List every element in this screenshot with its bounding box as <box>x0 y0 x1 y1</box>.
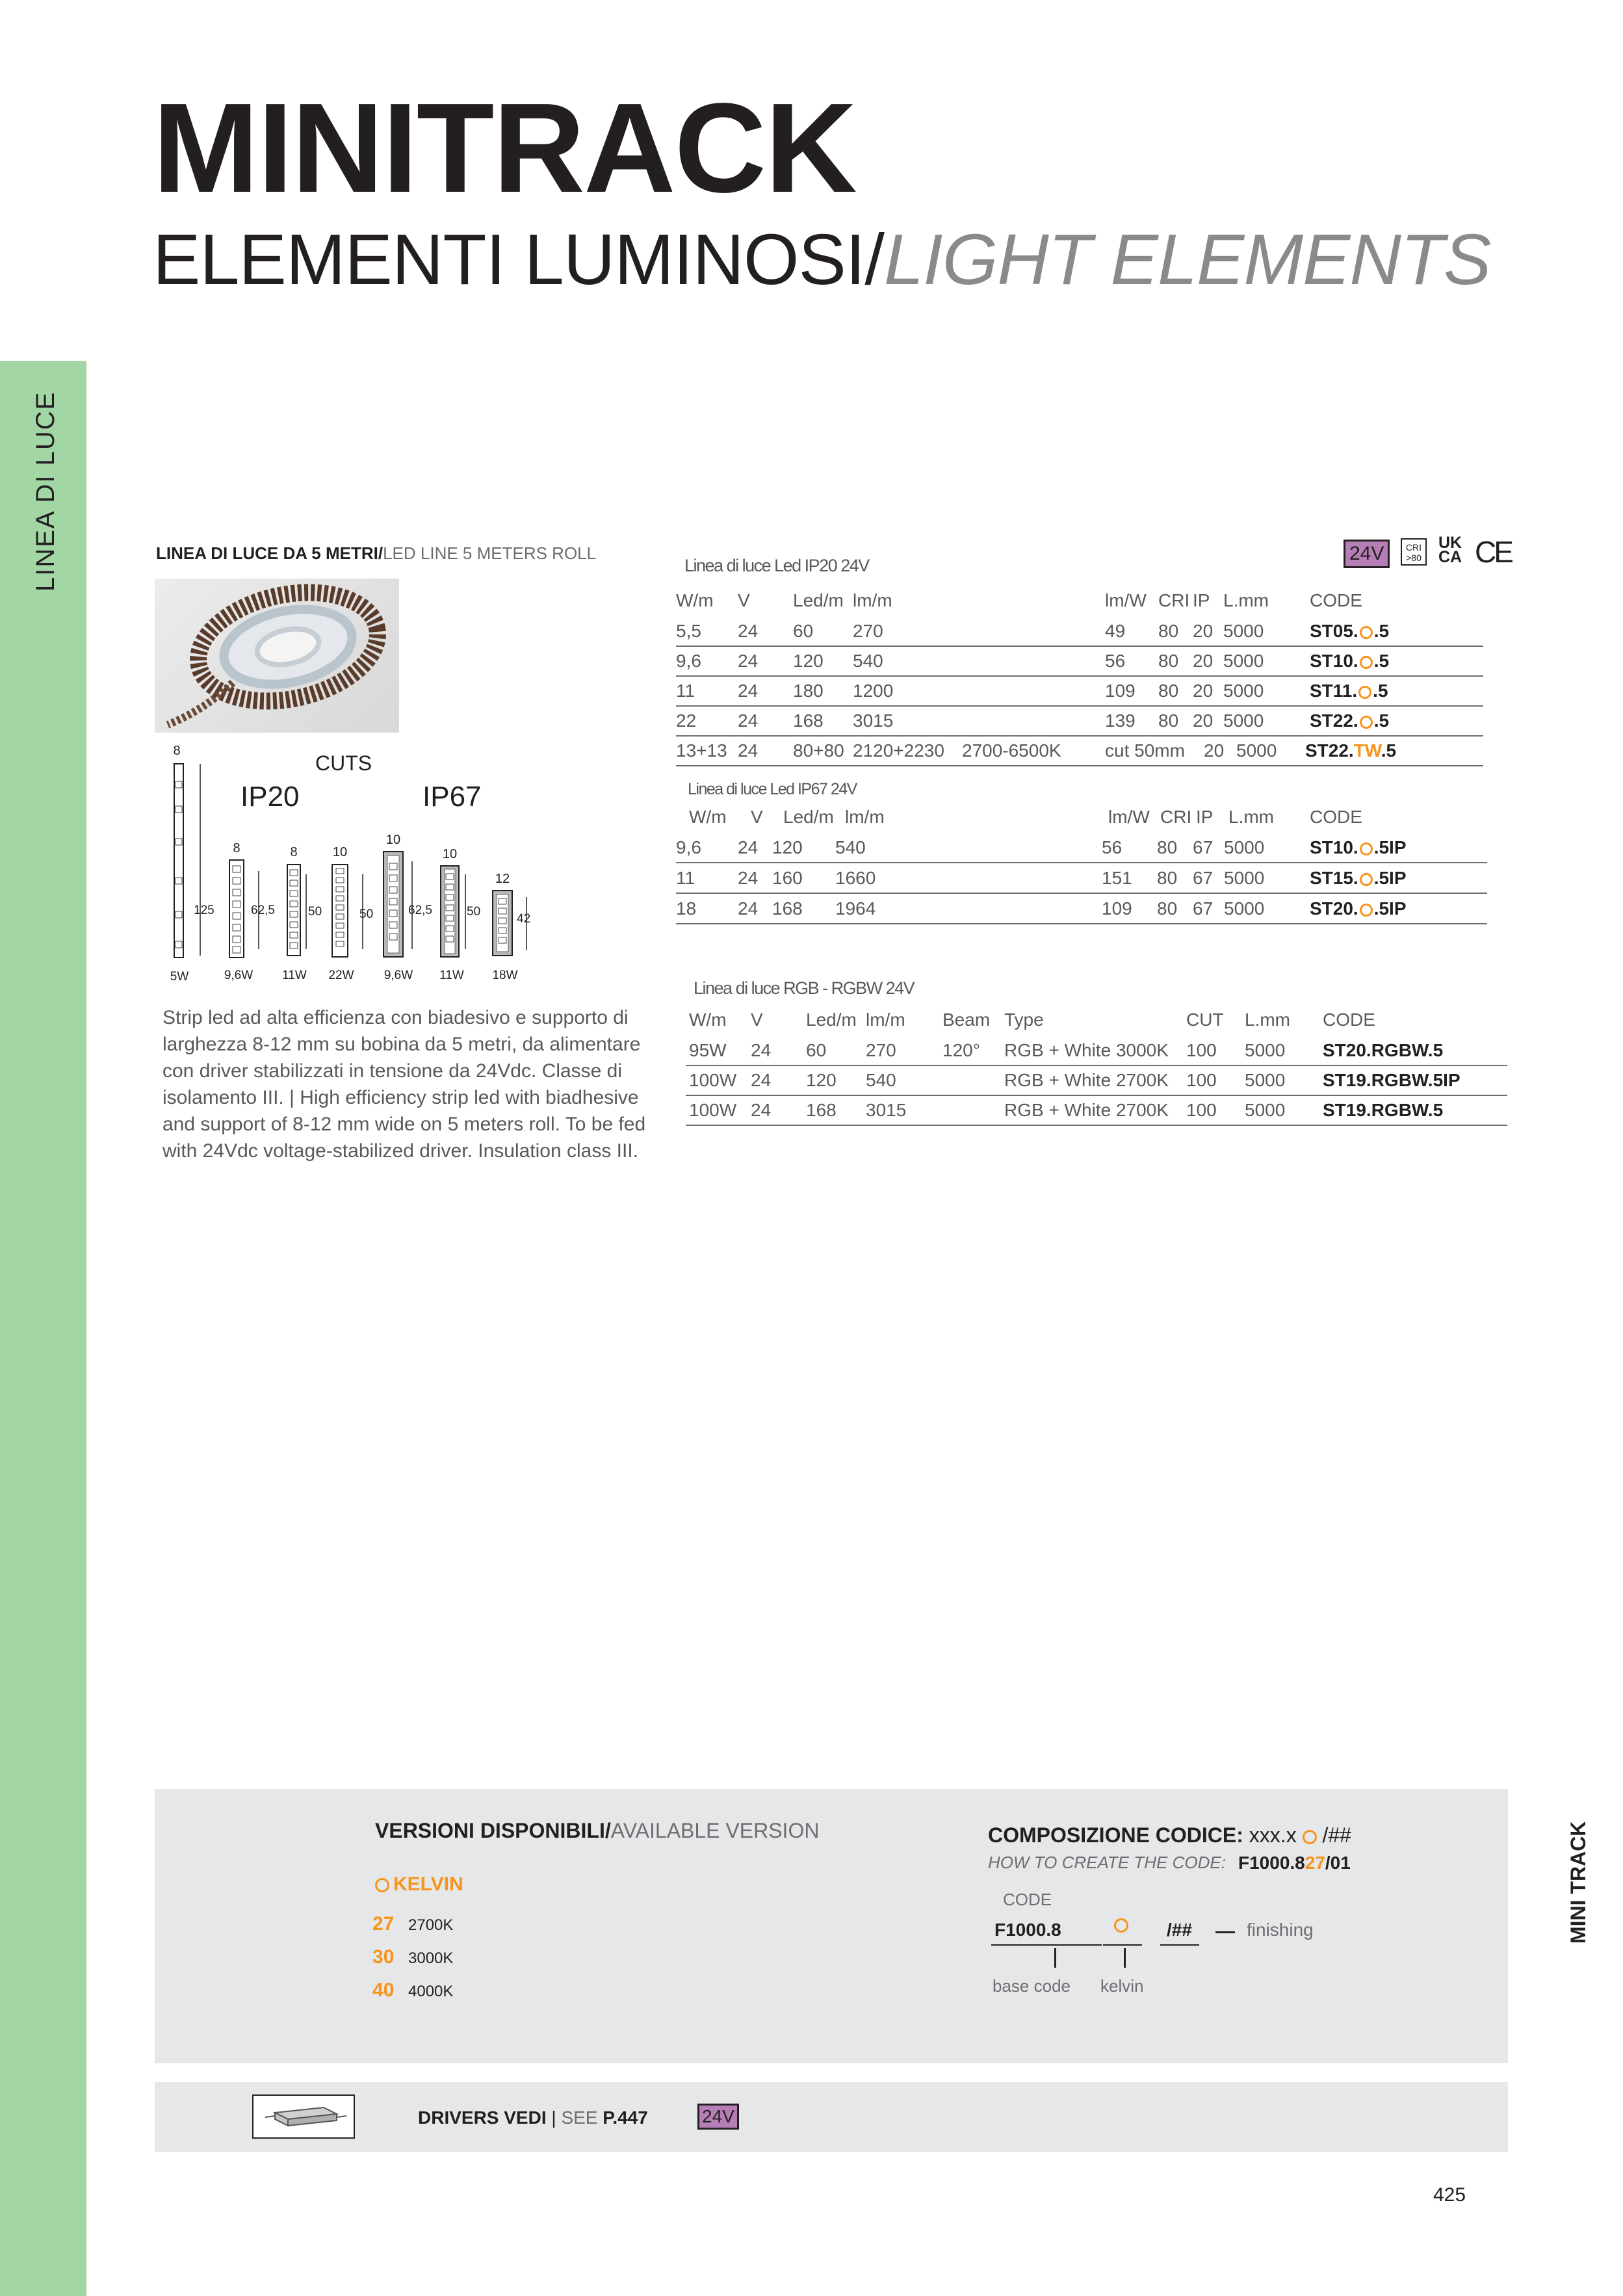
kelvin-placeholder-icon <box>1360 626 1373 639</box>
code-builder <box>991 1914 1329 1973</box>
strip-cut: 50 <box>467 905 481 919</box>
ip20-label: IP20 <box>240 781 300 813</box>
product-code: ST22. .5 <box>1310 711 1390 731</box>
ukca-mark: UK CA <box>1438 534 1462 566</box>
strip-width: 10 <box>442 847 458 861</box>
product-code: ST15. .5IP <box>1310 868 1407 888</box>
table-row: 9,6 24 120 540 56 80 67 5000 ST10. .5IP <box>676 832 1487 863</box>
kelvin-placeholder-icon <box>1360 842 1373 855</box>
kelvin-placeholder-icon <box>1360 656 1373 669</box>
finishing-label: finishing <box>1247 1920 1314 1940</box>
strip-9-6w <box>224 841 275 982</box>
strip-18w-ip67 <box>492 872 530 982</box>
table-row: 11 24 180 1200 109 80 20 5000 ST11. .5 <box>676 675 1483 707</box>
table-caption: Linea di luce Led IP67 24V <box>688 780 857 798</box>
col-led: Led/m <box>793 590 844 610</box>
strip-cut: 42 <box>517 912 531 926</box>
table-row: 22 24 168 3015 139 80 20 5000 ST22. .5 <box>676 705 1483 737</box>
section-tab-right: MINI TRACK <box>1566 1821 1590 1944</box>
strip-power: 9,6W <box>383 969 413 982</box>
voltage-badge: 24V <box>1344 540 1390 568</box>
table-row: 95W 24 60 270 120° RGB + White 3000K 100 5000 ST20.RGBW.5 <box>686 1035 1507 1066</box>
table-caption: Linea di luce Led IP20 24V <box>684 556 869 575</box>
product-photo <box>155 579 399 733</box>
table-row: 18 24 168 1964 109 80 67 5000 ST20. .5IP <box>676 893 1487 924</box>
strip-cut: 62,5 <box>251 904 275 917</box>
col-wm: W/m <box>676 590 714 610</box>
list-item: 27 2700K <box>372 1913 454 1935</box>
col-v: V <box>738 590 750 610</box>
kelvin-list <box>372 1908 453 2007</box>
page-number: 425 <box>1433 2184 1466 2206</box>
strip-5w <box>170 744 214 984</box>
table-header <box>676 585 1501 615</box>
kelvin-placeholder-icon <box>1360 873 1373 886</box>
code-composition-title: COMPOSIZIONE CODICE: xxx.x /## <box>988 1823 1351 1847</box>
product-code: ST22.TW.5 <box>1305 740 1397 761</box>
led-roll-image <box>155 579 399 733</box>
kelvin-icon <box>1303 1830 1317 1844</box>
ip67-label: IP67 <box>422 781 482 813</box>
ce-mark: CE <box>1475 535 1511 569</box>
table-row: 100W 24 120 540 RGB + White 2700K 100 5000 ST19.RGBW.5IP <box>686 1065 1507 1096</box>
strip-width: 12 <box>495 872 510 886</box>
code-example: F1000.827/01 <box>1238 1853 1351 1873</box>
strip-power: 9,6W <box>224 969 253 982</box>
product-code: ST10. .5IP <box>1310 837 1407 857</box>
drivers-bar <box>155 2082 1508 2152</box>
table-header: W/m V Led/m lm/m lm/W CRI IP L.mm CODE <box>689 807 1362 827</box>
product-code: ST19.RGBW.5IP <box>1323 1070 1461 1090</box>
strip-11w-ip67 <box>439 847 480 982</box>
drivers-link[interactable]: DRIVERS VEDI | SEE P.447 <box>418 2107 648 2128</box>
list-item: 40 4000K <box>372 1979 454 2001</box>
strip-width: 10 <box>385 833 401 847</box>
product-code: ST20. .5IP <box>1310 898 1407 919</box>
strip-width: 8 <box>290 845 298 859</box>
strip-power: 18W <box>492 969 518 982</box>
col-len: L.mm <box>1223 590 1269 610</box>
kelvin-heading: KELVIN <box>375 1873 463 1896</box>
base-code-value: F1000.8 <box>994 1920 1061 1940</box>
base-code-label: base code <box>993 1976 1071 1996</box>
side-tab-label: LINEA DI LUCE <box>31 391 60 592</box>
finishing-suffix: /## <box>1167 1920 1192 1940</box>
subtitle-italian: ELEMENTI LUMINOSI/ <box>153 220 884 300</box>
table-ip20 <box>676 556 1501 770</box>
drivers-voltage-badge: 24V <box>697 2104 739 2130</box>
strip-power: 22W <box>328 969 354 982</box>
strip-width: 8 <box>173 744 181 758</box>
kelvin-placeholder-icon <box>1360 716 1373 729</box>
page-title: MINITRACK <box>153 77 856 219</box>
strip-power: 11W <box>439 969 464 982</box>
table-caption: Linea di luce RGB - RGBW 24V <box>694 978 915 998</box>
table-row: 9,6 24 120 540 56 80 20 5000 ST10. .5 <box>676 646 1483 677</box>
product-code: ST10. .5 <box>1310 651 1390 671</box>
strip-cut: 62,5 <box>408 904 432 917</box>
col-ip: IP <box>1193 590 1210 610</box>
product-heading: LINEA DI LUCE DA 5 METRI/LED LINE 5 METERS ROLL <box>156 543 597 563</box>
table-rgb <box>686 978 1508 1134</box>
table-row: 11 24 160 1660 151 80 67 5000 ST15. .5IP <box>676 863 1487 894</box>
strip-cut: 50 <box>308 905 322 919</box>
table-ip67 <box>676 780 1508 930</box>
subtitle-english: LIGHT ELEMENTS <box>883 220 1491 300</box>
product-code: ST19.RGBW.5 <box>1323 1100 1444 1120</box>
versions-title: VERSIONI DISPONIBILI/AVAILABLE VERSION <box>375 1819 820 1842</box>
kelvin-icon <box>1114 1918 1128 1933</box>
strip-11w <box>282 845 322 982</box>
kelvin-placeholder-icon <box>1358 686 1371 699</box>
kelvin-icon <box>375 1878 389 1892</box>
product-code: ST11. .5 <box>1310 681 1388 701</box>
cuts-diagram <box>156 741 572 991</box>
product-code: ST05. .5 <box>1310 621 1390 641</box>
col-lmw: lm/W <box>1105 590 1147 610</box>
strip-cut: 125 <box>194 904 214 917</box>
product-code: ST20.RGBW.5 <box>1323 1040 1444 1060</box>
strip-cut: 50 <box>359 907 374 921</box>
table-row: 13+13 24 80+80 2120+2230 2700-6500K cut 50mm 20 5000 ST22.TW.5 <box>676 735 1483 766</box>
strip-22w <box>328 845 373 982</box>
kelvin-placeholder-icon <box>1360 904 1373 917</box>
strip-power: 5W <box>170 970 189 984</box>
product-description: Strip led ad alta efficienza con biadesivo e supporto di larghezza 8-12 mm su bobina da 5 metri, da alimentare con driver stabilizzati in tensione da 24Vdc. Classe di isolamento III. | High efficiency strip led with biadhesive and support of 8-12 mm wide on 5 meters roll. To be fed with 24Vdc voltage-stabilized driver. Insulation class III. <box>162 1007 646 1162</box>
how-to-label: HOW TO CREATE THE CODE: <box>988 1853 1226 1872</box>
kelvin-label: kelvin <box>1100 1976 1144 1996</box>
table-header: W/m V Led/m lm/m Beam Type CUT L.mm CODE <box>689 1010 1375 1030</box>
col-lm: lm/m <box>853 590 892 610</box>
table-row: 5,5 24 60 270 49 80 20 5000 ST05. .5 <box>676 616 1483 647</box>
code-label: CODE <box>1003 1890 1052 1909</box>
cuts-title: CUTS <box>315 751 372 775</box>
col-code: CODE <box>1310 590 1362 610</box>
strip-power: 11W <box>282 969 307 982</box>
strip-9-6w-ip67 <box>383 833 432 982</box>
driver-icon <box>252 2094 356 2143</box>
strip-width: 10 <box>332 845 348 859</box>
page-subtitle <box>153 220 1491 300</box>
side-tab <box>0 361 86 2296</box>
table-row: 100W 24 168 3015 RGB + White 2700K 100 5000 ST19.RGBW.5 <box>686 1095 1507 1126</box>
col-cri: CRI <box>1158 590 1190 610</box>
cri-badge: CRI >80 <box>1401 538 1427 566</box>
strip-width: 8 <box>233 841 240 855</box>
list-item: 30 3000K <box>372 1946 454 1968</box>
